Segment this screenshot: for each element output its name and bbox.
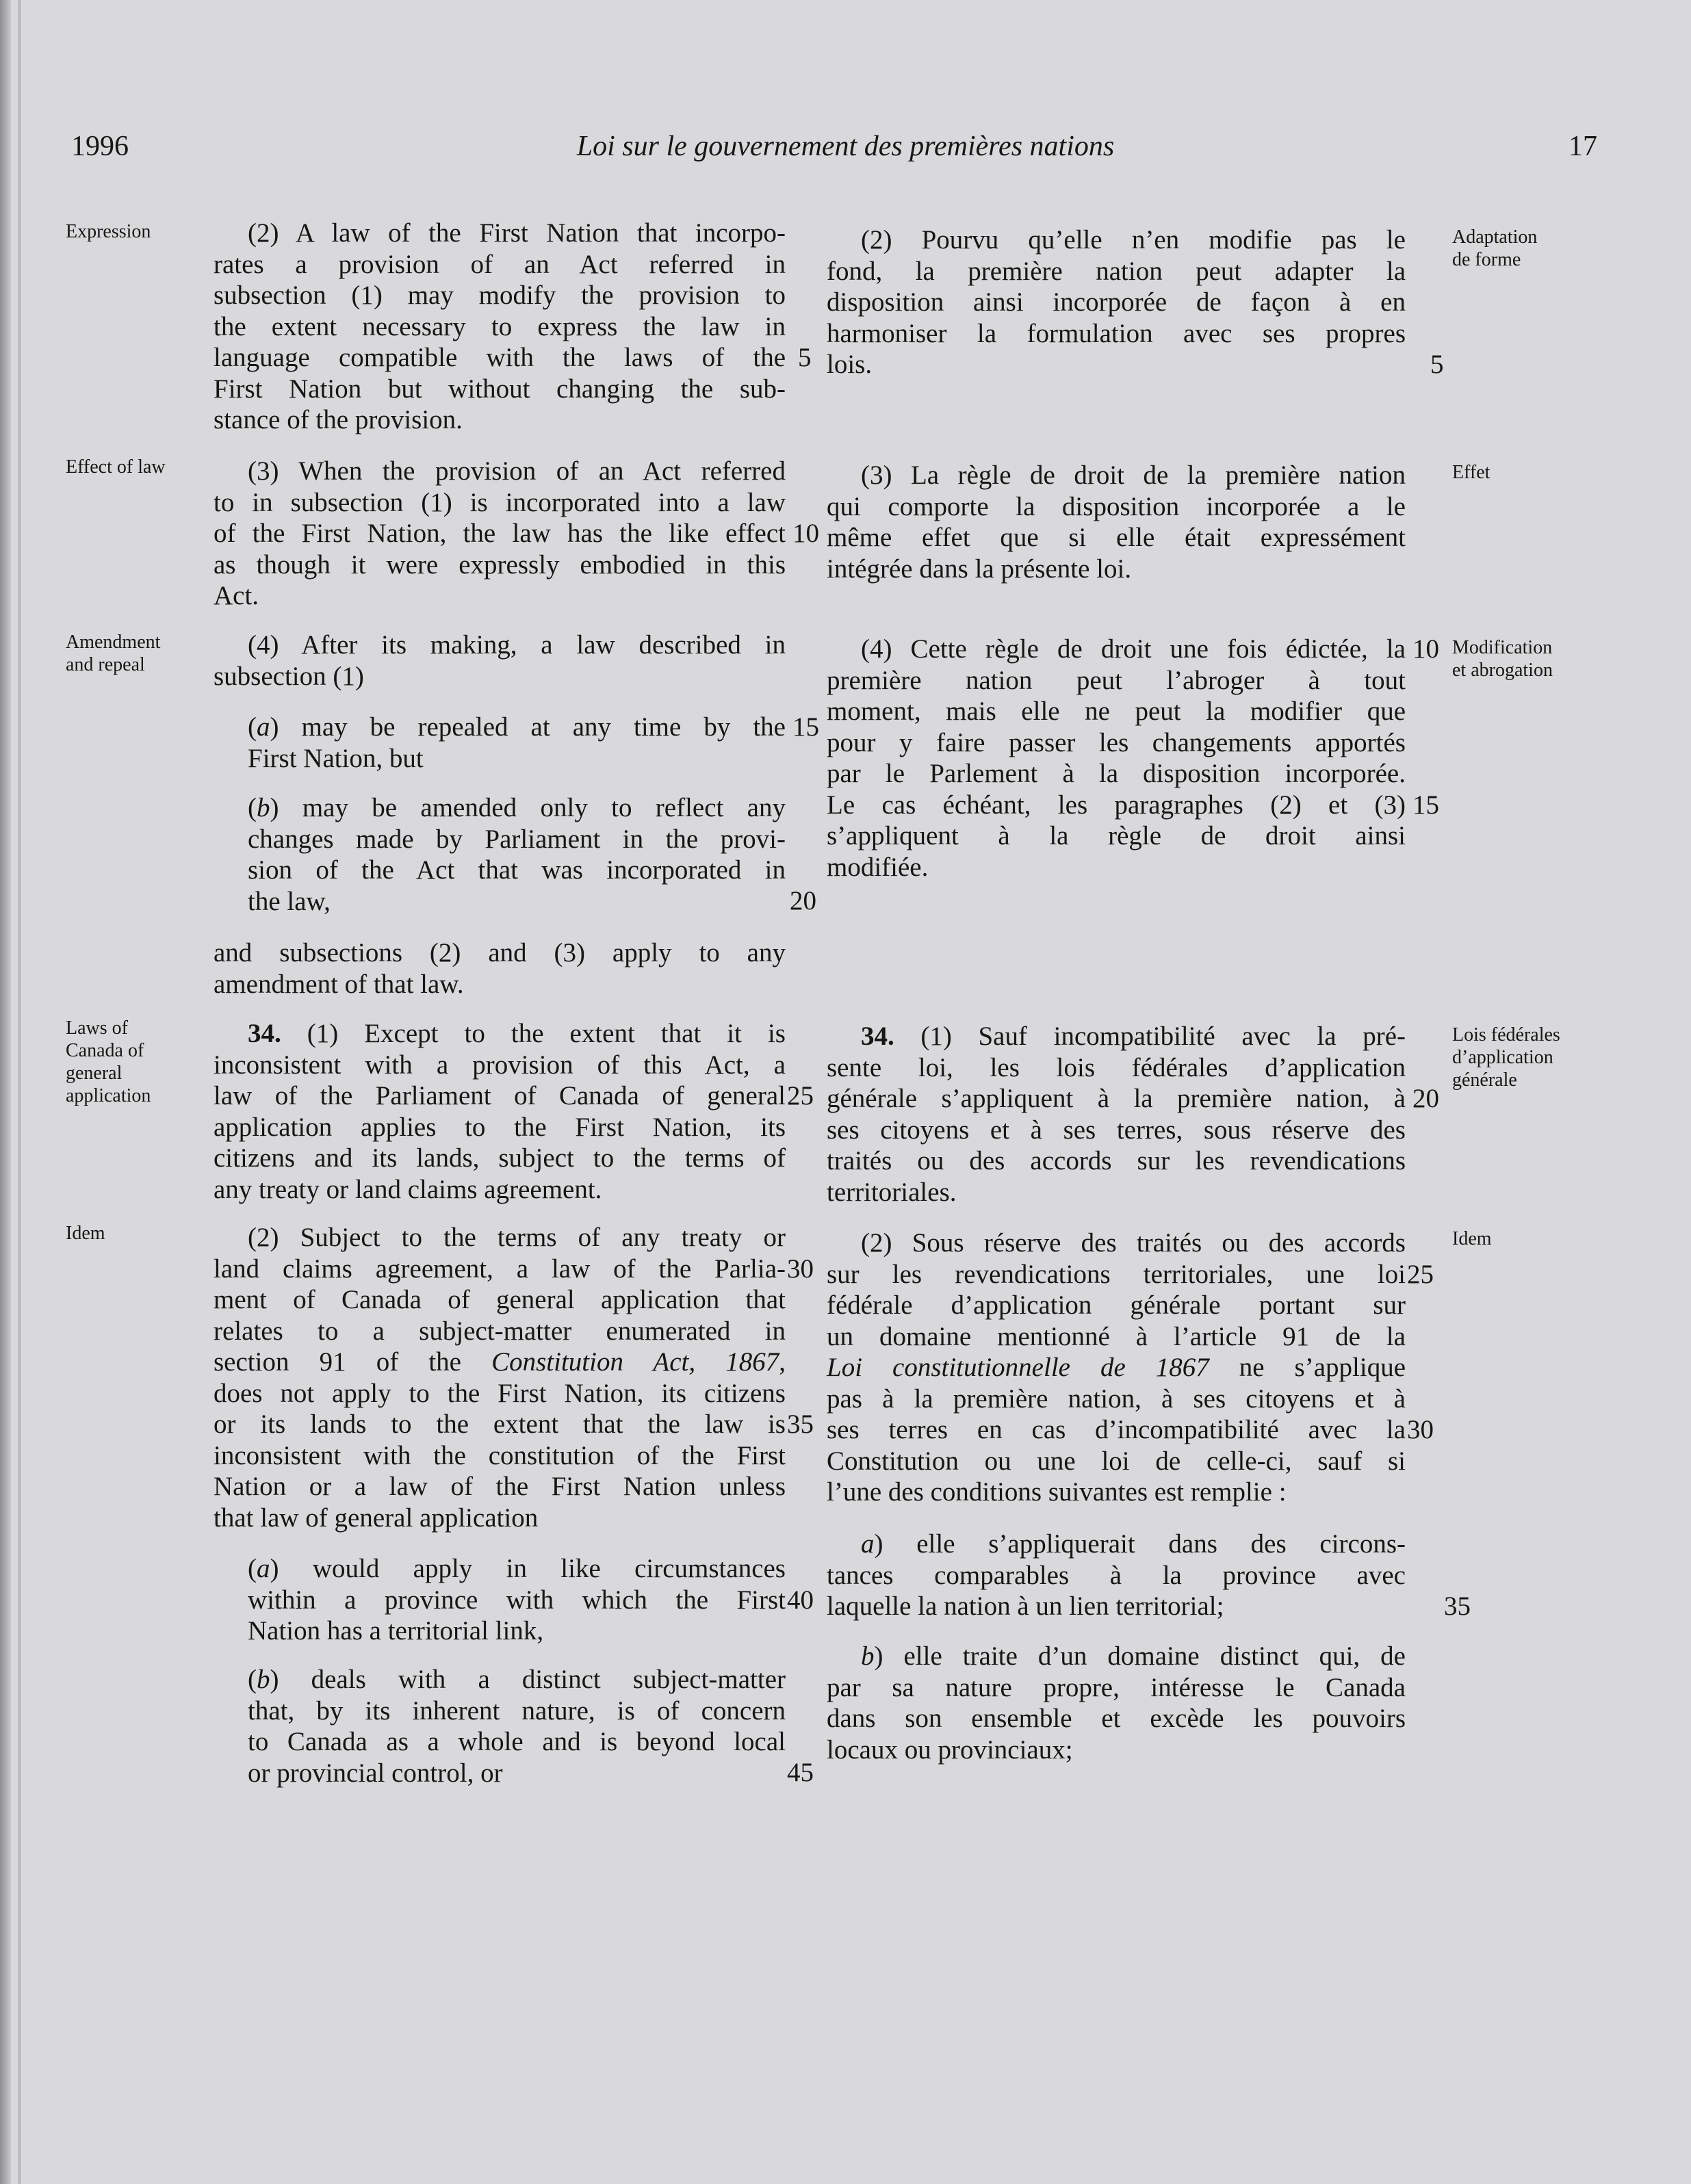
en-subsection-4-closing: and subsections (2) and (3) apply to any amendment of that law. bbox=[214, 938, 786, 999]
margin-note-expression: Expression bbox=[66, 221, 151, 242]
en-subsection-3: (3) When the provision of an Act referred to in subsection (1) is incorporated into a law of the First Nation, the law has the like effect as though it were expressly embodied in this Act. bbox=[214, 456, 786, 610]
margin-note-idem-en: Idem bbox=[66, 1223, 105, 1244]
fr-subsection-2: (2) Pourvu qu’elle n’en modifie pas le fond, la première nation peut adapter la disposition ainsi incorporée de façon à en harmoniser la formulation avec ses propres lois. bbox=[827, 225, 1406, 379]
margin-note-effect-of-law: Effect of law bbox=[66, 456, 166, 478]
margin-note-amendment: Amendment and repeal bbox=[66, 632, 161, 675]
fr-subsection-4: (4) Cette règle de droit une fois édictée, la première nation peut l’abroger à tout moment, mais elle ne peut la modifier que pour y faire passer les changements apportés par le Parlement à la disposition incorporée. Le cas échéant, les paragraphes (2) et (3) s’appliquent à la règle de droit ainsi modifiée. bbox=[827, 634, 1406, 882]
line-number: 10 bbox=[1412, 634, 1439, 664]
line-number: 10 bbox=[792, 519, 819, 548]
fr-subsection-3: (3) La règle de droit de la première nation qui comporte la disposition incorporée a le même effet que si elle était expressément intégrée dans la présente loi. bbox=[827, 460, 1406, 584]
line-number: 15 bbox=[792, 712, 819, 742]
line-number: 30 bbox=[1407, 1415, 1434, 1444]
en-section-34-2: (2) Subject to the terms of any treaty or land claims agreement, a law of the Parlia- ment of Canada of general application that relates to a subject-matter enumerated in section 91 of the Constitution Act, 1867, does not apply to the First Nation, its citizens or its lands to the extent that the law is inconsistent with the constitution of the First Nation or a law of the First Nation unless that law of general application bbox=[214, 1223, 786, 1533]
margin-note-lois-federales: Lois fédérales d’application générale bbox=[1452, 1024, 1560, 1091]
page-number: 17 bbox=[1569, 131, 1597, 162]
en-subsection-4: (4) After its making, a law described in subsection (1) bbox=[214, 630, 786, 691]
fr-paragraph-34-2a: a) elle s’appliquerait dans des circons- tances comparables à la province avec laquelle la nation à un lien territorial; bbox=[827, 1529, 1406, 1621]
fr-paragraph-34-2b: b) elle traite d’un domaine distinct qui, de par sa nature propre, intéresse le Canada dans son ensemble et excède les pouvoirs locaux ou provinciaux; bbox=[827, 1641, 1406, 1765]
fr-section-34-2: (2) Sous réserve des traités ou des accords sur les revendications territoriales, une loi fédérale d’application générale portant sur un domaine mentionné à l’article 91 de la Loi constitutionnelle de 1867 ne s’applique pas à la première nation, à ses citoyens et à ses terres en cas d’incompatibilité avec la Constitution ou une loi de celle-ci, sauf si l’une des conditions suivantes est remplie : bbox=[827, 1228, 1406, 1507]
line-number: 5 bbox=[798, 343, 812, 372]
header-title: Loi sur le gouvernement des premières nations bbox=[576, 131, 1115, 162]
en-paragraph-34-2b: (b) deals with a distinct subject-matter that, by its inherent nature, is of concern to Canada as a whole and is beyond local or provincial control, or bbox=[248, 1665, 786, 1788]
line-number: 45 bbox=[787, 1758, 814, 1787]
line-number: 15 bbox=[1412, 790, 1439, 820]
header-year: 1996 bbox=[71, 131, 129, 162]
fr-section-34-1: 34. (1) Sauf incompatibilité avec la pré- sente loi, les lois fédérales d’application générale s’appliquent à la première nation, à ses citoyens et à ses terres, sous réserve des traités ou des accords sur les revendications territoriales. bbox=[827, 1022, 1406, 1207]
margin-note-laws-of-canada: Laws of Canada of general application bbox=[66, 1017, 151, 1106]
line-number: 20 bbox=[1412, 1084, 1439, 1113]
line-number: 40 bbox=[787, 1585, 814, 1615]
margin-note-modification: Modification et abrogation bbox=[1452, 637, 1553, 681]
line-number: 20 bbox=[790, 886, 816, 915]
margin-note-adaptation: Adaptation de forme bbox=[1452, 226, 1538, 270]
en-section-34-1: 34. (1) Except to the extent that it is inconsistent with a provision of this Act, a law of the Parliament of Canada of general application applies to the First Nation, its citizens and its lands, subject to the terms of any treaty or land claims agreement. bbox=[214, 1019, 786, 1204]
line-number: 25 bbox=[787, 1081, 814, 1110]
line-number: 35 bbox=[1444, 1591, 1471, 1621]
en-paragraph-34-2a: (a) would apply in like circumstances within a province with which the First Nation has a territorial link, bbox=[248, 1554, 786, 1646]
en-paragraph-4a: (a) may be repealed at any time by the First Nation, but bbox=[248, 712, 786, 773]
line-number: 30 bbox=[787, 1254, 814, 1284]
line-number: 25 bbox=[1407, 1260, 1434, 1289]
en-subsection-2: (2) A law of the First Nation that incorpo- rates a provision of an Act referred in subsection (1) may modify the provision to the extent necessary to express the law in language compatible with the laws of the First Nation but without changing the sub- stance of the provision. bbox=[214, 218, 786, 434]
en-paragraph-4b: (b) may be amended only to reflect any changes made by Parliament in the provi- sion of the Act that was incorporated in the law, bbox=[248, 793, 786, 916]
page-edge bbox=[0, 0, 11, 2184]
margin-note-effet: Effet bbox=[1452, 462, 1490, 483]
page-edge-line bbox=[18, 0, 21, 2184]
line-number: 35 bbox=[787, 1409, 814, 1439]
margin-note-idem-fr: Idem bbox=[1452, 1228, 1492, 1249]
line-number: 5 bbox=[1430, 350, 1444, 379]
